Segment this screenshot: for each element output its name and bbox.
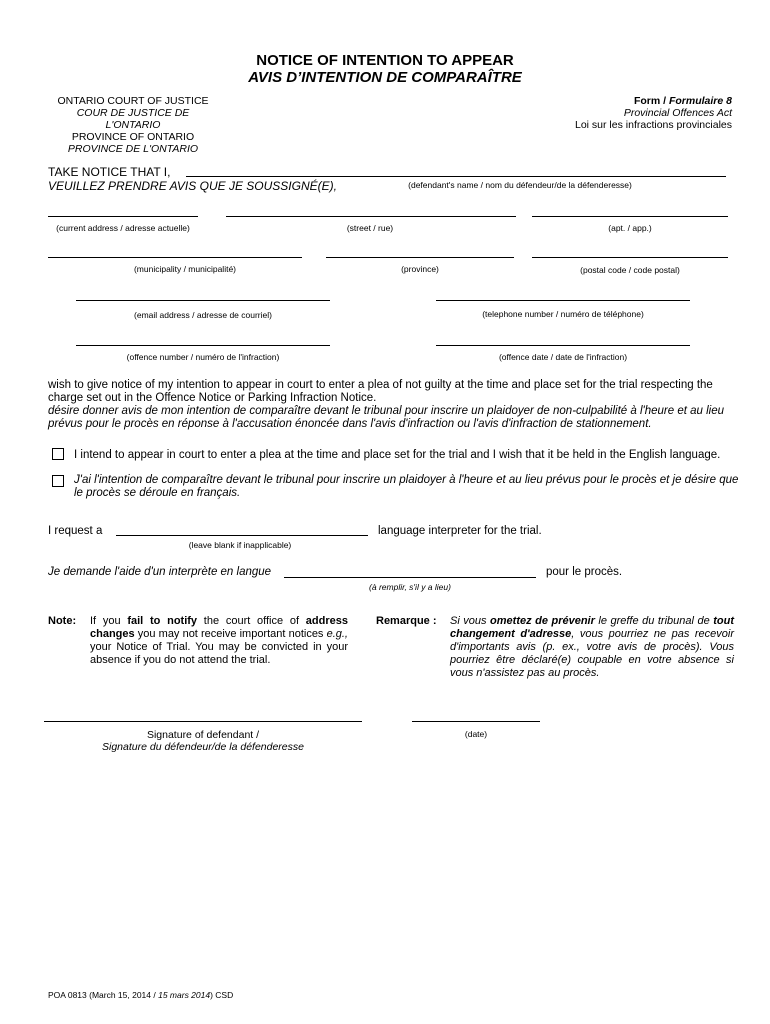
- caption-offence-date: (offence date / date de l'infraction): [498, 352, 628, 362]
- title-fr: AVIS D’INTENTION DE COMPARAÎTRE: [248, 69, 522, 86]
- interpreter-fr-prefix: Je demande l'aide d'un interprète en langue: [48, 566, 272, 578]
- caption-leave-blank: (leave blank if inapplicable): [188, 540, 292, 550]
- caption-offence-number: (offence number / numéro de l'infraction): [126, 352, 280, 362]
- defendant-name-field[interactable]: [186, 176, 726, 177]
- caption-apt: (apt. / app.): [608, 223, 652, 233]
- take-notice-en: TAKE NOTICE THAT I,: [48, 165, 171, 179]
- note-p1: If you: [90, 615, 121, 627]
- caption-a-remplir: (à remplir, s'il y a lieu): [369, 582, 451, 592]
- footer-fr-date: 15 mars 2014: [158, 990, 211, 1000]
- wish-en: wish to give notice of my intention to appear in court to enter a plea of not guilty at the time and place set for the trial respecting the charge set out in the Offence Notice or Parking Infraction Notice.: [48, 379, 713, 404]
- current-address-field[interactable]: [48, 216, 198, 217]
- footer-code-text: POA 0813 (March 15, 2014 /: [48, 990, 156, 1000]
- court-name-fr: COUR DE JUSTICE DE L'ONTARIO: [76, 107, 190, 131]
- note-p2: the court office of: [203, 615, 300, 627]
- court-name-en: ONTARIO COURT OF JUSTICE: [57, 95, 209, 107]
- province-en: PROVINCE OF ONTARIO: [71, 131, 195, 143]
- note-p4: e.g.,: [326, 628, 348, 640]
- interpreter-en-prefix: I request a: [48, 525, 103, 537]
- title-en: NOTICE OF INTENTION TO APPEAR: [256, 52, 514, 69]
- form-number: [575, 95, 732, 107]
- form-label-fr: Formulaire 8: [668, 95, 732, 107]
- interpreter-language-field[interactable]: [116, 535, 368, 536]
- note-bold1: fail to notify: [127, 615, 198, 627]
- province-fr: PROVINCE DE L'ONTARIO: [67, 143, 199, 155]
- note-p3: you may not receive important notices: [137, 628, 324, 640]
- interpreter-langue-field[interactable]: [284, 577, 536, 578]
- act-en: Provincial Offences Act: [623, 107, 732, 119]
- interpreter-fr-suffix: pour le procès.: [546, 566, 623, 578]
- signature-caption: [44, 729, 362, 753]
- caption-province: (province): [401, 264, 439, 274]
- footer-code: [48, 990, 233, 1000]
- remarque-bold1: omettez de prévenir: [490, 615, 595, 627]
- note-p5: your Notice of Trial. You may be convicted in your absence if you do not attend the trial.: [90, 641, 348, 666]
- signature-en: Signature of defendant /: [146, 729, 260, 741]
- take-notice: [48, 165, 337, 193]
- caption-municipality: (municipality / municipalité): [133, 264, 237, 274]
- remarque-label: Remarque :: [376, 615, 437, 627]
- form-block: [575, 95, 732, 131]
- court-block: [48, 95, 218, 155]
- wish-fr: désire donner avis de mon intention de comparaître devant le tribunal pour inscrire un plaidoyer de non-culpabilité à l'heure et au lieu prévus pour le procès en réponse à l'accusation énoncée dans l'avis d'infraction ou l'avis d'infraction de stationnement.: [48, 405, 724, 430]
- street-field[interactable]: [226, 216, 516, 217]
- telephone-field[interactable]: [436, 300, 690, 301]
- option-french: J'ai l'intention de comparaître devant le tribunal pour inscrire un plaidoyer à l'heure et au lieu prévus pour le procès et je désire que le procès se déroule en français.: [74, 474, 739, 499]
- postal-code-field[interactable]: [532, 257, 728, 258]
- form-sep: /: [660, 95, 669, 107]
- email-field[interactable]: [76, 300, 330, 301]
- province-field[interactable]: [326, 257, 514, 258]
- municipality-field[interactable]: [48, 257, 302, 258]
- caption-current-address: (current address / adresse actuelle): [56, 223, 190, 233]
- interpreter-en-suffix: language interpreter for the trial.: [378, 525, 542, 537]
- signature-fr: Signature du défendeur/de la défenderesse: [102, 741, 304, 753]
- caption-date: (date): [464, 729, 488, 739]
- remarque-p1: Si vous: [450, 615, 487, 627]
- signature-field[interactable]: [44, 721, 362, 722]
- caption-email: (email address / adresse de courriel): [134, 310, 272, 320]
- form-label-en: Form: [633, 95, 661, 107]
- note-label: Note:: [48, 615, 77, 627]
- offence-date-field[interactable]: [436, 345, 690, 346]
- offence-number-field[interactable]: [76, 345, 330, 346]
- note-text: [90, 615, 348, 667]
- caption-postal-code: (postal code / code postal): [580, 265, 680, 275]
- date-field[interactable]: [412, 721, 540, 722]
- option-english: I intend to appear in court to enter a plea at the time and place set for the trial and I wish that it be held in the English language.: [74, 449, 721, 461]
- remarque-bold2: tout changement d'adresse: [450, 615, 734, 640]
- act-fr: Loi sur les infractions provinciales: [575, 119, 732, 131]
- caption-defendant-name: (defendant's name / nom du défendeur/de la défenderesse): [408, 180, 632, 190]
- remarque-p2: le greffe du tribunal de: [598, 615, 710, 627]
- remarque-text: [450, 615, 734, 680]
- apt-field[interactable]: [532, 216, 728, 217]
- english-checkbox[interactable]: [52, 448, 64, 460]
- caption-street: (street / rue): [346, 223, 394, 233]
- caption-telephone: (telephone number / numéro de téléphone): [482, 309, 644, 319]
- footer-suffix: ) CSD: [210, 990, 234, 1000]
- take-notice-fr: VEUILLEZ PRENDRE AVIS QUE JE SOUSSIGNÉ(E),: [48, 179, 337, 193]
- french-checkbox[interactable]: [52, 475, 64, 487]
- remarque-p3: , vous pourriez ne pas recevoir d'importants avis (p. ex., votre avis de procès). Vous pourriez être déclaré(e) coupable en votre absence si vous n'assistez pas au procès.: [450, 628, 734, 679]
- note-bold2: address changes: [90, 615, 348, 640]
